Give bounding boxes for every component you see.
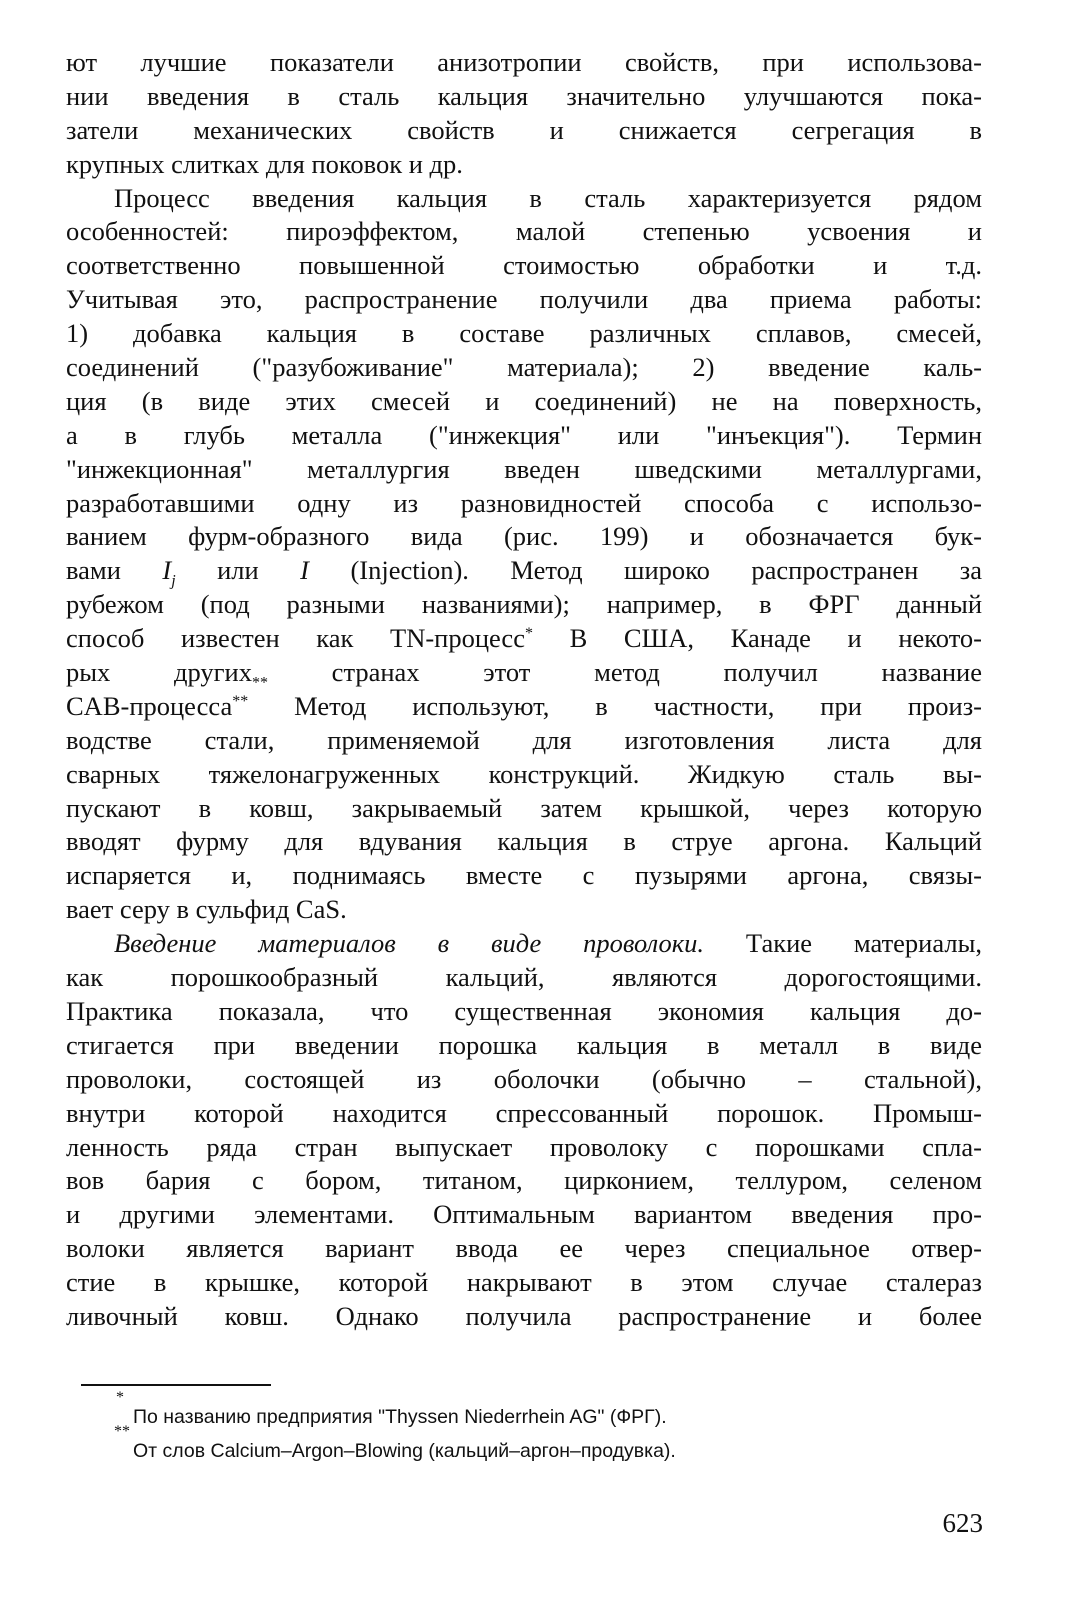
text-line: а в глубь металла ("инжекция" или "инъекция"). Термин xyxy=(66,419,982,450)
symbol-subscript-j: j xyxy=(171,572,176,590)
text-line xyxy=(66,927,982,961)
text-fragment: способ известен как TN-процесс xyxy=(66,623,525,654)
text-line: ливочный ковш. Однако получила распространение и более xyxy=(66,1300,982,1331)
text-line: внутри которой находится спрессованный порошок. Промыш- xyxy=(66,1097,982,1128)
footnote-divider xyxy=(81,1384,271,1386)
footnote-marker: * xyxy=(524,625,533,643)
footnote-2: От слов Calcium–Argon–Blowing (кальций–аргон–продувка). xyxy=(133,1440,676,1462)
text-line: разработавшими одну из разновидностей способа с использо- xyxy=(66,487,982,518)
text-line: водстве стали, применяемой для изготовления листа для xyxy=(66,724,982,755)
text-line: вов бария с бором, титаном, цирконием, теллуром, селеном xyxy=(66,1165,982,1196)
text-line: как порошкообразный кальций, являются дорогостоящими. xyxy=(66,962,982,993)
text-line: Процесс введения кальция в сталь характеризуется рядом xyxy=(114,182,982,213)
main-text xyxy=(66,46,982,1334)
text-line xyxy=(66,622,982,656)
text-fragment: или xyxy=(175,555,301,586)
text-line: затели механических свойств и снижается сегрегация в xyxy=(66,114,982,145)
text-line: ванием фурм-образного вида (рис. 199) и обозначается бук- xyxy=(66,521,982,552)
text-line xyxy=(66,690,982,724)
text-line: 1) добавка кальция в составе различных сплавов, смесей, xyxy=(66,318,982,349)
text-fragment: (Injection). Метод широко распространен за xyxy=(309,555,982,586)
footnote-marker: * xyxy=(116,1389,124,1406)
text-line: Практика показала, что существенная экономия кальция до- xyxy=(66,995,982,1026)
text-line: проволоки, состоящей из оболочки (обычно – стальной), xyxy=(66,1063,982,1094)
text-line: волоки является вариант ввода ее через специальное отвер- xyxy=(66,1233,982,1264)
text-fragment: CAB-процесса xyxy=(66,690,233,721)
text-line: стие в крышке, которой накрывают в этом случае сталераз xyxy=(66,1267,982,1298)
footnote-1: По названию предприятия "Thyssen Niederrhein AG" (ФРГ). xyxy=(133,1406,667,1428)
text-line: рубежом (под разными названиями); например, в ФРГ данный xyxy=(66,589,982,620)
text-fragment: странах этот метод получил название xyxy=(267,657,982,688)
text-line: Учитывая это, распространение получили два приема работы: xyxy=(66,284,982,315)
text-line: вает серу в сульфид CaS. xyxy=(66,894,347,925)
text-line: сварных тяжелонагруженных конструкций. Жидкую сталь вы- xyxy=(66,758,982,789)
text-fragment: рых других xyxy=(66,657,252,688)
footnote-marker: ** xyxy=(114,1423,130,1440)
page-number: 623 xyxy=(942,1508,983,1538)
text-line: нии введения в сталь кальция значительно улучшаются пока- xyxy=(66,80,982,111)
text-line xyxy=(66,554,982,588)
footnote-marker: ** xyxy=(232,693,249,711)
text-line xyxy=(66,656,982,690)
footnote-marker: ** xyxy=(251,674,268,692)
text-fragment: В США, Канаде и некото- xyxy=(532,623,982,654)
text-line: соответственно повышенной стоимостью обработки и т.д. xyxy=(66,250,982,281)
text-fragment: Метод используют, в частности, при произ- xyxy=(248,690,982,721)
text-line: ют лучшие показатели анизотропии свойств, при использова- xyxy=(66,47,982,77)
text-line: испаряется и, поднимаясь вместе с пузырями аргона, связы- xyxy=(66,860,982,891)
text-line: соединений ("разубоживание" материала); 2) введение каль- xyxy=(66,352,982,383)
text-fragment: Такие материалы, xyxy=(704,928,982,959)
text-line: крупных слитках для поковок и др. xyxy=(66,148,463,179)
symbol-i: I xyxy=(300,555,309,586)
text-line: стигается при введении порошка кальция в металл в виде xyxy=(66,1029,982,1060)
text-line: и другими элементами. Оптимальным вариантом введения про- xyxy=(66,1199,982,1230)
text-line: ленность ряда стран выпускает проволоку с порошками спла- xyxy=(66,1131,982,1162)
text-line: ция (в виде этих смесей и соединений) не на поверхность, xyxy=(66,385,982,416)
text-line: пускают в ковш, закрываемый затем крышкой, через которую xyxy=(66,792,982,823)
text-line: вводят фурму для вдувания кальция в струе аргона. Кальций xyxy=(66,826,982,857)
text-line: "инжекционная" металлургия введен шведскими металлургами, xyxy=(66,453,982,484)
text-fragment: вами xyxy=(66,555,163,586)
section-heading: Введение материалов в виде проволоки. xyxy=(114,928,705,959)
symbol-i: I xyxy=(162,555,172,586)
text-line: особенностей: пироэффектом, малой степенью усвоения и xyxy=(66,216,982,247)
